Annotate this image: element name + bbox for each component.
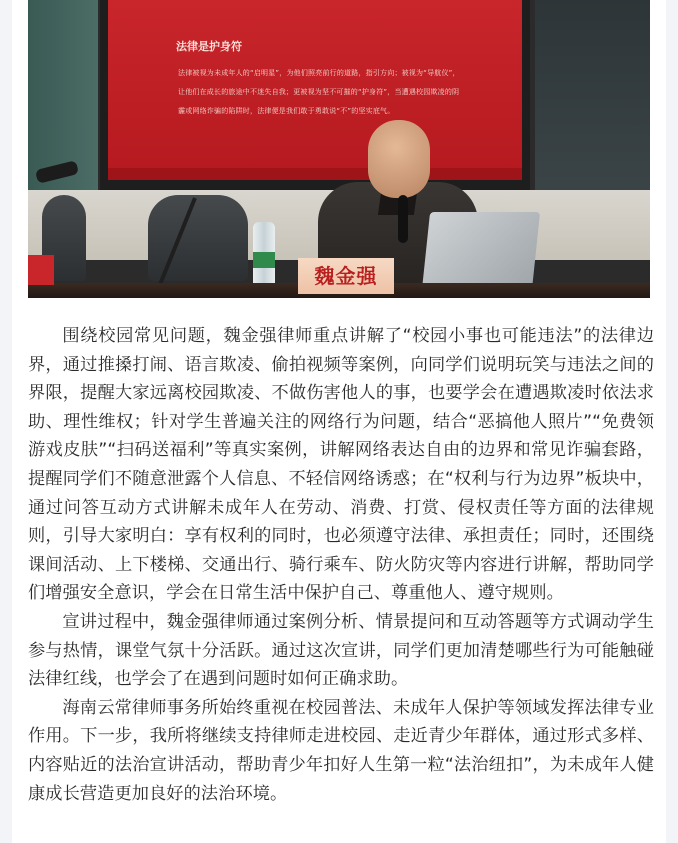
paragraph-3: 海南云常律师事务所始终重视在校园普法、未成年人保护等领域发挥法律专业作用。下一步，我所将继续支持律师走进校园、走近青少年群体，通过形式多样、内容贴近的法治宣讲活动，帮助青少年扣好人生第一粒“法治纽扣”，为未成年人健康成长营造更加良好的法治环境。 — [28, 697, 654, 804]
slide-footer-bar — [108, 168, 522, 180]
presentation-slide — [108, 0, 522, 180]
slide-text: 法律被视为未成年人的“启明星”，为他们照亮前行的道路，指引方向；被视为“导航仪”，让他们在成长的旅途中不迷失自我；更被视为坚不可摧的“护身符”，当遭遇校园欺凌的阴霾或网络诈骗的陷阱时，法律便是我们敢于勇敢说“不”的坚实底气。 — [178, 69, 460, 115]
red-tablecloth — [28, 255, 54, 285]
projection-screen — [100, 0, 530, 190]
chair-middle — [148, 195, 248, 281]
article-body — [28, 322, 654, 808]
speaker-head — [368, 120, 430, 198]
handheld-microphone — [398, 195, 408, 243]
photo-blackboard — [535, 0, 650, 195]
water-bottle-label — [253, 252, 275, 268]
slide-title: 法律是护身符 — [176, 40, 242, 53]
speaker-nameplate: 魏金强 — [298, 258, 394, 294]
paragraph-1: 围绕校园常见问题，魏金强律师重点讲解了“校园小事也可能违法”的法律边界，通过推搡打闹、语言欺凌、偷拍视频等案例，向同学们说明玩笑与违法之间的界限，提醒大家远离校园欺凌、不做伤害他人的事，也要学会在遭遇欺凌时依法求助、理性维权；针对学生普遍关注的网络行为问题，结合“恶搞他人照片”“免费领游戏皮肤”“扫码送福利”等真实案例，讲解网络表达自由的边界和常见诈骗套路，提醒同学们不随意泄露个人信息、不轻信网络诱惑；在“权利与行为边界”板块中，通过问答互动方式讲解未成年人在劳动、消费、打赏、侵权责任等方面的法律规则，引导大家明白：享有权利的同时，也必须遵守法律、承担责任；同时，还围绕课间活动、上下楼梯、交通出行、骑行乘车、防火防灾等内容进行讲解，帮助同学们增强安全意识，学会在日常生活中保护自己、尊重他人、遵守规则。 — [28, 326, 654, 604]
lecture-photo — [28, 0, 650, 298]
paragraph-2: 宣讲过程中，魏金强律师通过案例分析、情景提问和互动答题等方式调动学生参与热情，课堂气氛十分活跃。通过这次宣讲，同学们更加清楚哪些行为可能触碰法律红线，也学会了在遇到问题时如何正确求助。 — [28, 611, 654, 690]
laptop — [422, 212, 540, 290]
article-page — [12, 0, 666, 843]
